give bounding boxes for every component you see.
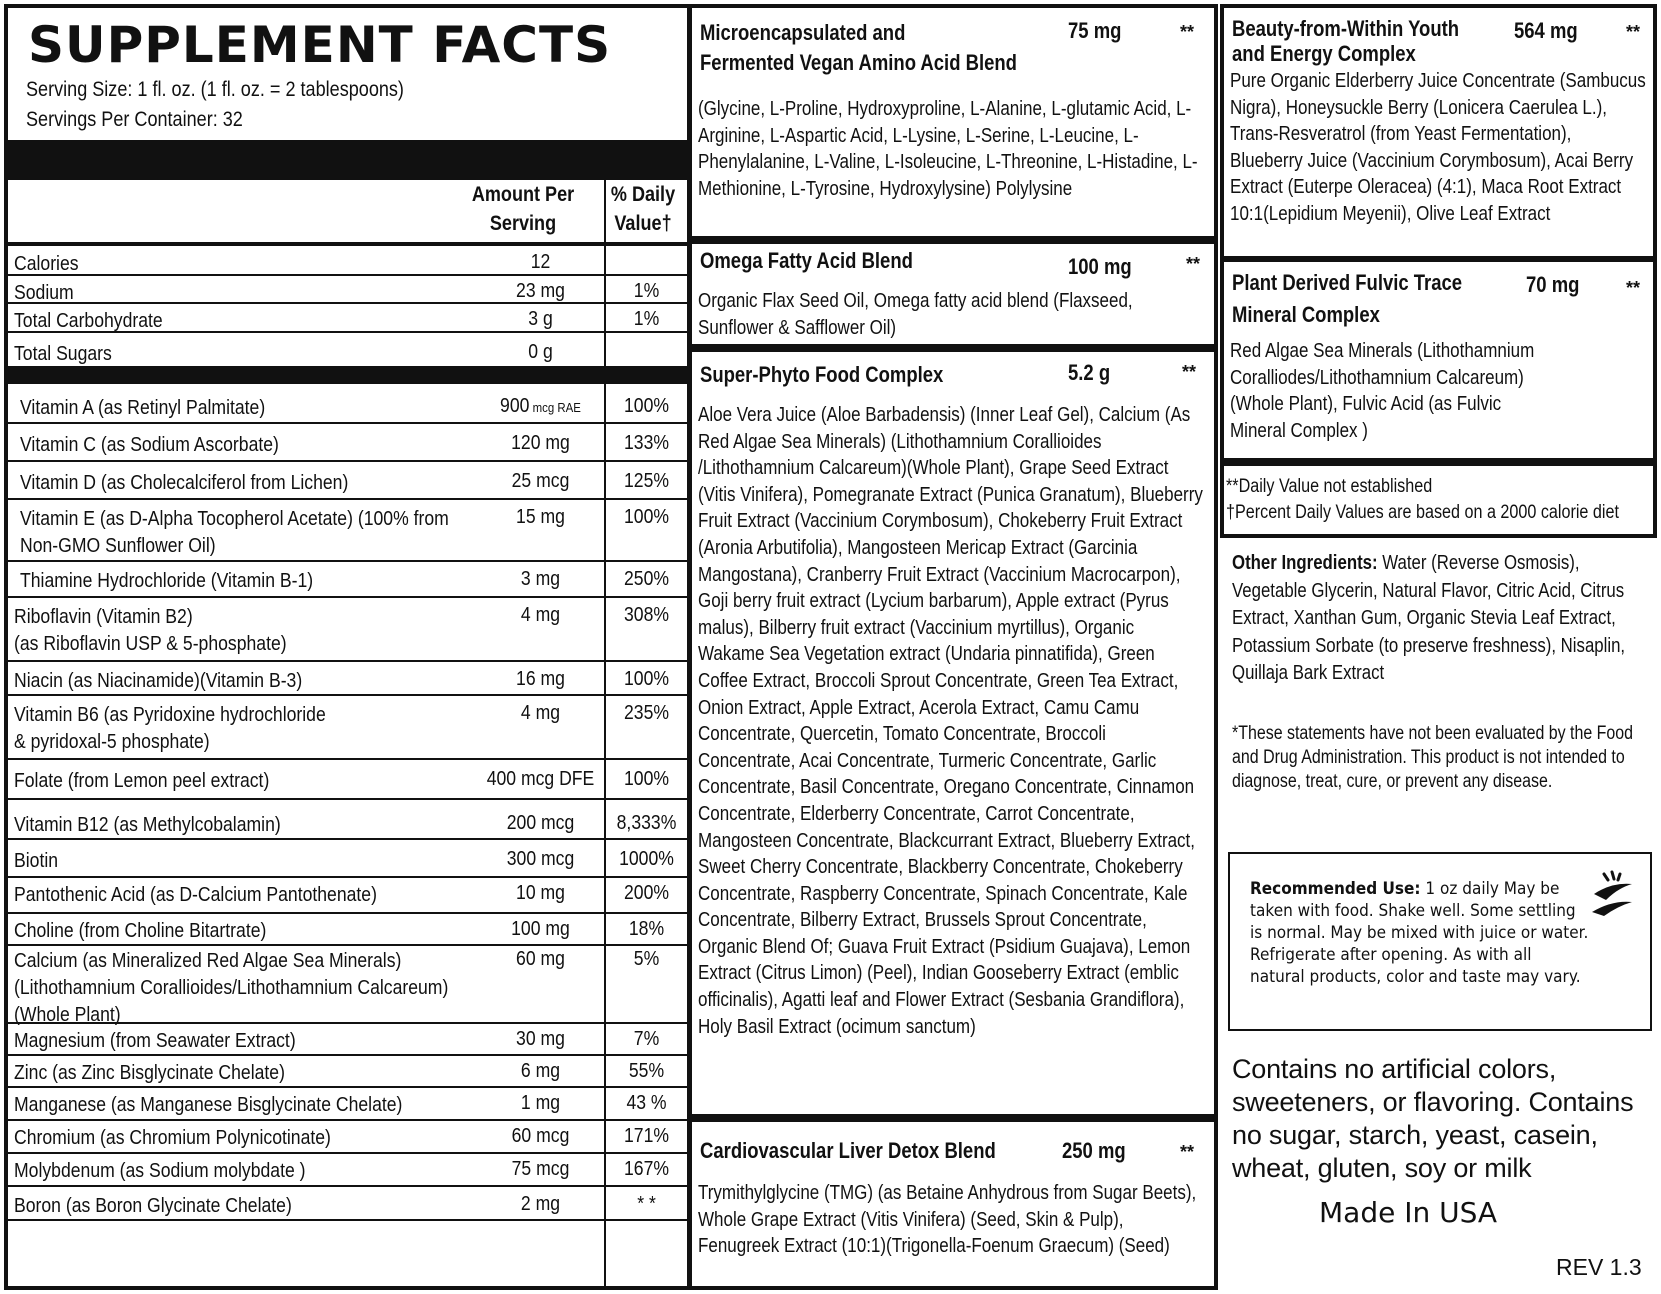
- fulvic-title-2: Mineral Complex: [1232, 302, 1380, 327]
- nutrient-amount: 15 mg: [516, 506, 565, 528]
- table-row: [8, 304, 687, 333]
- header-daily-value: % Daily Value†: [610, 183, 676, 235]
- supplement-facts-panel: [4, 4, 691, 1290]
- table-row: [8, 1024, 687, 1056]
- nutrient-amount: 3 mg: [520, 568, 561, 590]
- nutrient-daily-value: 133%: [623, 432, 670, 454]
- nutrient-daily-value: 5%: [633, 948, 660, 970]
- table-row: [8, 500, 687, 562]
- beauty-amount: 564 mg: [1514, 18, 1578, 43]
- fulvic-ingredients: Red Algae Sea Minerals (Lithothamnium Coralliodes/Lithothamnium Calcareum) (Whole Plant), Fulvic Acid (as Fulvic Mineral Complex ): [1230, 340, 1535, 442]
- cardio-blend-panel: [688, 1118, 1218, 1290]
- nutrient-name: Thiamine Hydrochloride (Vitamin B-1): [20, 570, 314, 592]
- nutrient-amount: 25 mcg: [511, 470, 570, 492]
- shake-bottle-icon: [1588, 870, 1636, 920]
- nutrient-amount: 0 g: [528, 341, 553, 363]
- nutrient-name: Zinc (as Zinc Bisglycinate Chelate): [14, 1062, 285, 1084]
- phyto-title: Super-Phyto Food Complex: [700, 362, 944, 387]
- fulvic-star: **: [1626, 278, 1641, 298]
- phyto-star: **: [1182, 362, 1197, 382]
- beauty-title-2: and Energy Complex: [1232, 41, 1416, 66]
- nutrient-amount: 100 mg: [511, 918, 570, 940]
- header-amount: Amount Per Serving: [471, 183, 575, 235]
- table-row: [8, 800, 687, 840]
- nutrient-amount: 4 mg: [520, 702, 561, 724]
- nutrient-amount: 120 mg: [511, 432, 570, 454]
- contains-statement: Contains no artificial colors, sweeteners, or flavoring. Contains no sugar, starch, yeast, casein, wheat, gluten, soy or milk: [1232, 1054, 1634, 1183]
- nutrient-amount: 30 mg: [516, 1028, 565, 1050]
- nutrient-amount: 16 mg: [516, 668, 565, 690]
- cardio-title: Cardiovascular Liver Detox Blend: [700, 1138, 996, 1163]
- nutrient-daily-value: 100%: [623, 668, 670, 690]
- note-dv-not-established: **Daily Value not established: [1226, 476, 1433, 497]
- servings-per-container: Servings Per Container: 32: [26, 108, 243, 131]
- table-row: [8, 1154, 687, 1187]
- table-row: [8, 384, 687, 424]
- table-row: [8, 914, 687, 946]
- amino-amount: 75 mg: [1068, 18, 1122, 43]
- nutrient-name: Boron (as Boron Glycinate Chelate): [14, 1195, 292, 1217]
- nutrient-name: Vitamin A (as Retinyl Palmitate): [20, 397, 266, 419]
- facts-title: SUPPLEMENT FACTS: [28, 16, 612, 74]
- cardio-amount: 250 mg: [1062, 1138, 1126, 1163]
- recommended-use-box: [1228, 852, 1652, 1031]
- nutrient-daily-value: 1000%: [619, 848, 674, 870]
- nutrient-name: Pantothenic Acid (as D-Calcium Pantothenate): [14, 884, 377, 906]
- cardio-ingredients: Trymithylglycine (TMG) (as Betaine Anhydrous from Sugar Beets), Whole Grape Extract (Vitis Vinifera) (Seed, Skin & Pulp), Fenugreek Extract (10:1)(Trigonella-Foenum Graecum) (Seed): [698, 1182, 1197, 1258]
- nutrient-name: Vitamin C (as Sodium Ascorbate): [20, 434, 279, 456]
- column-divider: [604, 180, 606, 1290]
- nutrient-amount: 400 mcg DFE: [486, 768, 595, 790]
- nutrient-name: Vitamin D (as Cholecalciferol from Lichen): [20, 472, 349, 494]
- amino-ingredients: (Glycine, L-Proline, Hydroxyproline, L-Alanine, L-glutamic Acid, L-Arginine, L-Aspartic Acid, L-Lysine, L-Serine, L-Leucine, L-Phenylalanine, L-Valine, L-Isoleucine, L-Threonine, L-Histadine, L-Methionine, L-Tyrosine, Hydroxylysine) Polylysine: [698, 98, 1198, 200]
- nutrient-daily-value: 100%: [623, 395, 670, 417]
- amino-blend-panel: [688, 4, 1218, 240]
- nutrient-name: Biotin: [14, 850, 59, 872]
- omega-amount: 100 mg: [1068, 254, 1132, 279]
- nutrient-amount: 1 mg: [520, 1092, 561, 1114]
- phyto-ingredients: Aloe Vera Juice (Aloe Barbadensis) (Inner Leaf Gel), Calcium (As Red Algae Sea Minerals) (Lithothamnium Corallioides /Lithothamnium Calcareum)(Whole Plant), Grape Seed Extract (Vitis Vinifera), Pomegranate Extract (Punica Granatum), Blueberry Fruit Extract (Vaccinium Corymbosum), Chokeberry Fruit Extract (Aronia Arbutifolia), Mangosteen Mericap Extract (Garcinia Mangostana), Cranberry Fruit Extract (Vaccinium Macrocarpon), Goji berry fruit extract (Lycium barbarum), Apple extract (Pyrus malus), Bilberry fruit extract (Vaccinium myrtillus), Organic Wakame Sea Vegetation extract (Undaria pinnatifida), Green Coffee Extract, Broccoli Sprout Concentrate, Green Tea Extract, Onion Extract, Apple Extract, Acerola Extract, Camu Camu Concentrate, Quercetin, Tomato Concentrate, Broccoli Concentrate, Acai Concentrate, Turmeric Concentrate, Garlic Concentrate, Basil Concentrate, Oregano Concentrate, Cinnamon Concentrate, Elderberry Concentrate, Carrot Concentrate, Mangosteen Concentrate, Blackcurrant Extract, Blueberry Extract, Sweet Cherry Concentrate, Blackberry Concentrate, Chokeberry Concentrate, Raspberry Concentrate, Spinach Concentrate, Kale Concentrate, Bilberry Extract, Brussels Sprout Concentrate, Organic Blend Of; Guava Fruit Extract (Psidium Guajava), Lemon Extract (Citrus Limon) (Peel), Indian Gooseberry Extract (emblic officinalis), Agatti leaf and Flower Extract (Sesbania Grandiflora), Holy Basil Extract (ocimum sanctum): [698, 404, 1203, 1038]
- nutrient-daily-value: 167%: [623, 1158, 670, 1180]
- omega-title: Omega Fatty Acid Blend: [700, 248, 913, 273]
- nutrient-name: Riboflavin (Vitamin B2) (as Riboflavin USP & 5-phosphate): [14, 606, 287, 655]
- other-ingredients: [1232, 550, 1652, 688]
- other-ingredients-label: Other Ingredients:: [1232, 552, 1378, 574]
- nutrient-name: Magnesium (from Seawater Extract): [14, 1030, 296, 1052]
- nutrient-daily-value: 200%: [623, 882, 670, 904]
- omega-ingredients: Organic Flax Seed Oil, Omega fatty acid blend (Flaxseed, Sunflower & Safflower Oil): [698, 290, 1133, 339]
- nutrient-daily-value: 125%: [623, 470, 670, 492]
- nutrient-daily-value: 43 %: [626, 1092, 667, 1114]
- recommended-use-text: 1 oz daily May be taken with food. Shake well. Some settling is normal. May be mixed with juice or water. Refrigerate after opening. As with all natural products, color and taste may vary.: [1250, 879, 1589, 987]
- table-row: [8, 246, 687, 276]
- nutrient-name: Manganese (as Manganese Bisglycinate Chelate): [14, 1094, 403, 1116]
- nutrient-daily-value: 1%: [633, 308, 660, 330]
- nutrient-name: Choline (from Choline Bitartrate): [14, 920, 267, 942]
- nutrient-daily-value: 7%: [633, 1028, 660, 1050]
- nutrient-daily-value: 8,333%: [616, 812, 677, 834]
- thick-divider: [8, 366, 687, 384]
- table-row: [8, 462, 687, 500]
- table-row: [8, 562, 687, 598]
- beauty-title-1: Beauty-from-Within Youth: [1232, 16, 1460, 41]
- table-row: [8, 1187, 687, 1221]
- nutrient-name: Total Carbohydrate: [14, 310, 163, 332]
- thick-divider: [8, 144, 687, 180]
- nutrient-daily-value: 100%: [623, 768, 670, 790]
- nutrient-amount: 12: [530, 251, 551, 273]
- amino-title-2: Fermented Vegan Amino Acid Blend: [700, 50, 1017, 75]
- nutrient-name: Niacin (as Niacinamide)(Vitamin B-3): [14, 670, 303, 692]
- table-row: [8, 1088, 687, 1121]
- nutrient-amount: 300 mcg: [506, 848, 575, 870]
- amino-title-1: Microencapsulated and: [700, 20, 906, 45]
- table-row: [8, 598, 687, 662]
- table-row: [8, 760, 687, 800]
- fulvic-complex-panel: [1220, 258, 1657, 462]
- nutrient-amount: 10 mg: [516, 882, 565, 904]
- fda-disclaimer: *These statements have not been evaluated by the Food and Drug Administration. This product is not intended to diagnose, treat, cure, or prevent any disease.: [1232, 723, 1634, 792]
- fulvic-title-1: Plant Derived Fulvic Trace: [1232, 270, 1463, 295]
- beauty-star: **: [1626, 22, 1641, 42]
- table-row: [8, 662, 687, 696]
- amino-star: **: [1180, 22, 1195, 42]
- table-row: [8, 840, 687, 878]
- nutrient-name: Vitamin E (as D-Alpha Tocopherol Acetate) (100% from Non-GMO Sunflower Oil): [20, 508, 449, 557]
- nutrient-daily-value: 55%: [628, 1060, 665, 1082]
- beauty-complex-panel: [1220, 4, 1657, 260]
- nutrient-daily-value: 235%: [623, 702, 670, 724]
- table-row: [8, 1121, 687, 1154]
- revision-label: REV 1.3: [1556, 1254, 1642, 1280]
- nutrient-name: Vitamin B6 (as Pyridoxine hydrochloride & pyridoxal-5 phosphate): [14, 704, 326, 753]
- table-row: [8, 1056, 687, 1088]
- table-row: [8, 424, 687, 462]
- phyto-amount: 5.2 g: [1068, 360, 1111, 385]
- nutrient-daily-value: 171%: [623, 1125, 670, 1147]
- table-row: [8, 696, 687, 760]
- nutrient-name: Molybdenum (as Sodium molybdate ): [14, 1160, 306, 1182]
- table-row: [8, 276, 687, 304]
- nutrient-daily-value: 250%: [623, 568, 670, 590]
- nutrient-name: Vitamin B12 (as Methylcobalamin): [14, 814, 281, 836]
- made-in-usa: Made In USA: [1319, 1196, 1498, 1229]
- nutrient-daily-value: 1%: [633, 280, 660, 302]
- nutrient-daily-value: * *: [637, 1193, 656, 1215]
- omega-blend-panel: [688, 240, 1218, 348]
- cardio-star: **: [1180, 1142, 1195, 1162]
- nutrient-daily-value: 308%: [623, 604, 670, 626]
- nutrient-amount: 23 mg: [516, 280, 565, 302]
- nutrient-name: Sodium: [14, 282, 74, 304]
- nutrient-amount: 900 mcg RAE: [500, 395, 581, 417]
- serving-size: Serving Size: 1 fl. oz. (1 fl. oz. = 2 tablespoons): [26, 78, 404, 101]
- nutrient-amount: 2 mg: [520, 1193, 561, 1215]
- nutrient-amount: 75 mcg: [511, 1158, 570, 1180]
- nutrient-amount: 6 mg: [520, 1060, 561, 1082]
- nutrient-amount: 60 mg: [516, 948, 565, 970]
- table-row: [8, 946, 687, 1024]
- dv-notes-panel: [1220, 462, 1657, 538]
- other-ingredients-text: Water (Reverse Osmosis), Vegetable Glycerin, Natural Flavor, Citric Acid, Citrus Extract, Xanthan Gum, Organic Stevia Leaf Extract, Potassium Sorbate (to preserve freshness), Nisaplin, Quillaja Bark Extract: [1232, 552, 1626, 685]
- table-row: [8, 878, 687, 914]
- nutrient-name: Chromium (as Chromium Polynicotinate): [14, 1127, 331, 1149]
- nutrient-amount: 200 mcg: [506, 812, 575, 834]
- nutrient-name: Calcium (as Mineralized Red Algae Sea Minerals) (Lithothamnium Corallioides/Lithothamnium Calcareum) (Whole Plant): [14, 950, 449, 1026]
- nutrient-name: Folate (from Lemon peel extract): [14, 770, 270, 792]
- nutrient-amount: 60 mcg: [511, 1125, 570, 1147]
- nutrient-amount: 3 g: [528, 308, 553, 330]
- fulvic-amount: 70 mg: [1526, 272, 1580, 297]
- recommended-use: [1250, 878, 1588, 988]
- nutrient-daily-value: 100%: [623, 506, 670, 528]
- phyto-blend-panel: [688, 348, 1218, 1118]
- table-row: [8, 333, 687, 370]
- recommended-use-label: Recommended Use:: [1250, 879, 1421, 899]
- nutrient-amount: 4 mg: [520, 604, 561, 626]
- note-percent-dv: †Percent Daily Values are based on a 2000 calorie diet: [1226, 502, 1619, 523]
- nutrient-name: Calories: [14, 253, 79, 275]
- nutrient-daily-value: 18%: [628, 918, 665, 940]
- omega-star: **: [1186, 254, 1201, 274]
- nutrient-name: Total Sugars: [14, 343, 112, 365]
- beauty-ingredients: Pure Organic Elderberry Juice Concentrate (Sambucus Nigra), Honeysuckle Berry (Lonicera Caerulea L.), Trans-Resveratrol (from Yeast Fermentation), Blueberry Juice (Vaccinium Corymbosum), Acai Berry Extract (Euterpe Oleracea) (4:1), Maca Root Extract 10:1(Lepidium Meyenii), Olive Leaf Extract: [1230, 70, 1646, 225]
